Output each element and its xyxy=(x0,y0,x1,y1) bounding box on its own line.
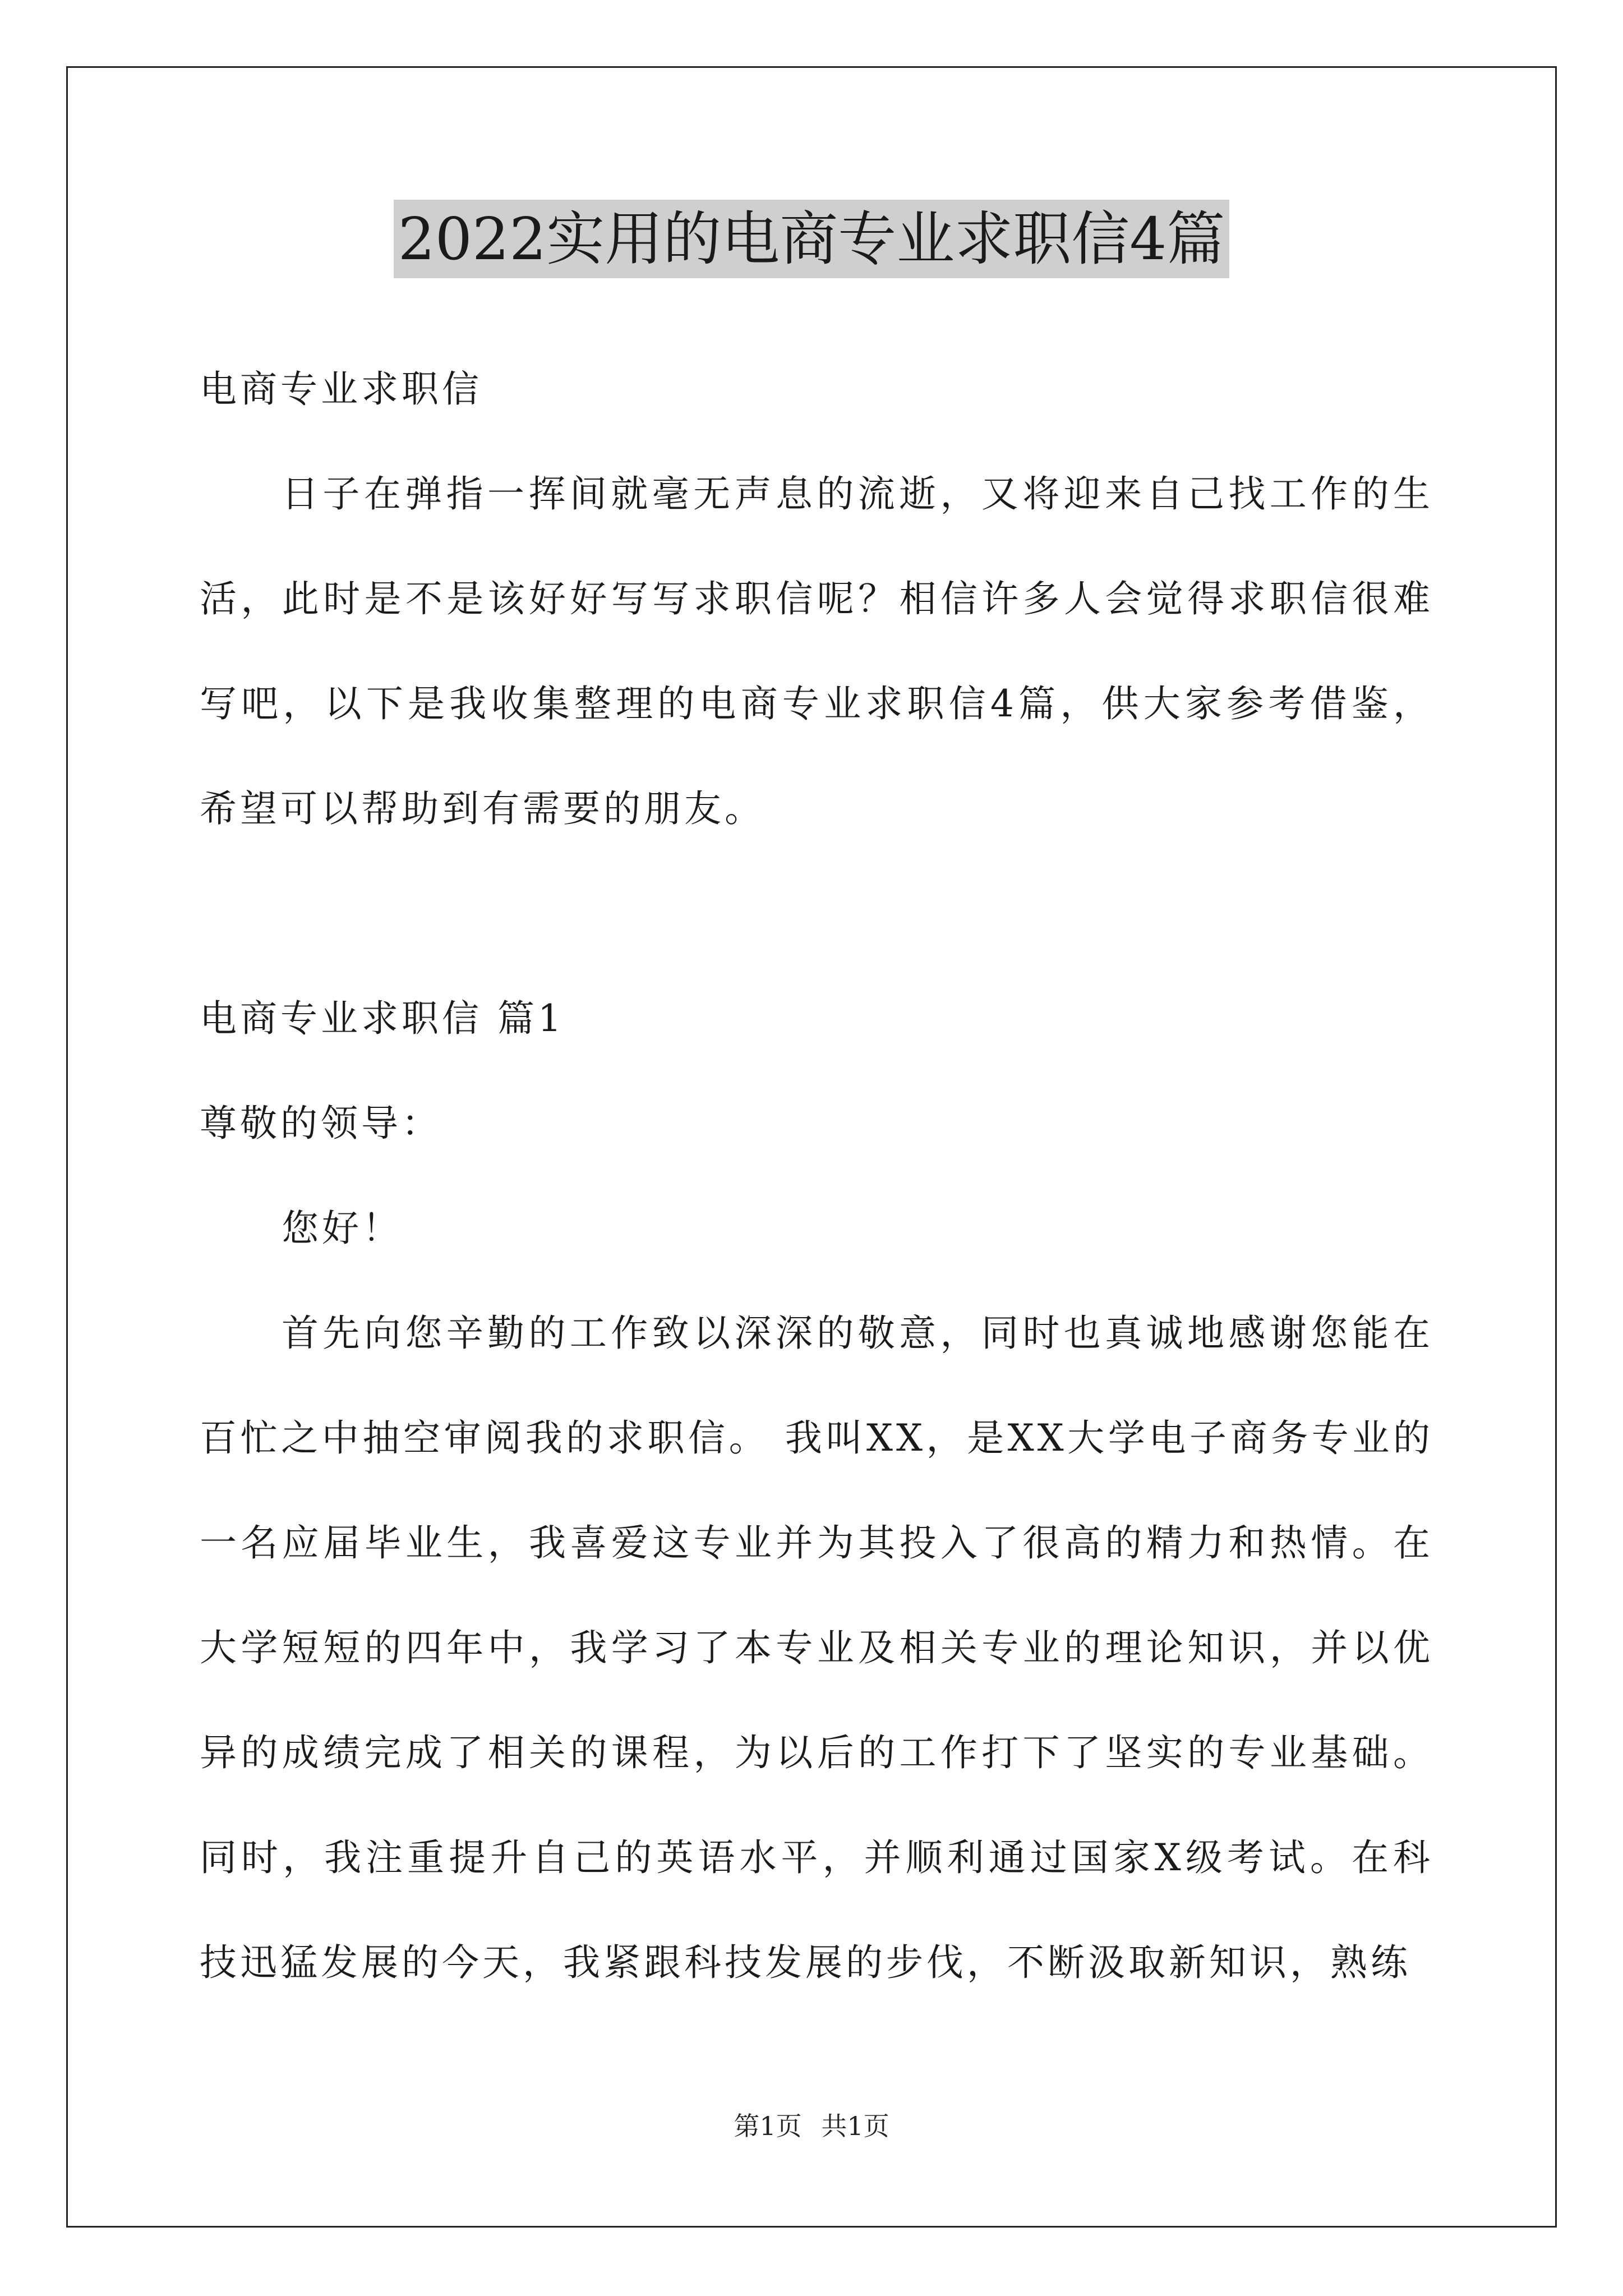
salutation: 尊敬的领导： xyxy=(200,1102,442,1145)
section-spacer xyxy=(200,861,1433,966)
body-paragraph: 首先向您辛勤的工作致以深深的敬意，同时也真诚地感谢您能在百忙之中抽空审阅我的求职信。 我叫XX，是XX大学电子商务专业的一名应届毕业生，我喜爱这专业并为其投入了很高的精力和热情。在大学短短的四年中，我学习了本专业及相关专业的理论知识，并以优异的成绩完成了相关的课程，为以后的工作打下了坚实的专业基础。同时，我注重提升自己的英语水平，并顺利通过国家X级考试。在科技迅猛发展的今天，我紧跟科技发展的步伐，不断汲取新知识，熟练 xyxy=(200,1312,1433,1984)
title-container xyxy=(0,200,1623,278)
page-total: 共1页 xyxy=(821,2111,889,2141)
greeting: 您好！ xyxy=(282,1207,403,1250)
document-title: 2022实用的电商专业求职信4篇 xyxy=(394,200,1230,278)
page-footer xyxy=(0,2109,1623,2143)
intro-heading: 电商专业求职信 xyxy=(200,367,482,411)
page-number: 第1页 xyxy=(734,2111,802,2141)
section-heading: 电商专业求职信 篇1 xyxy=(200,997,565,1040)
intro-paragraph: 日子在弹指一挥间就毫无声息的流逝，又将迎来自己找工作的生活，此时是不是该好好写写求职信呢？相信许多人会觉得求职信很难写吧，以下是我收集整理的电商专业求职信4篇，供大家参考借鉴，希望可以帮助到有需要的朋友。 xyxy=(200,472,1433,830)
document-body xyxy=(200,337,1433,2015)
